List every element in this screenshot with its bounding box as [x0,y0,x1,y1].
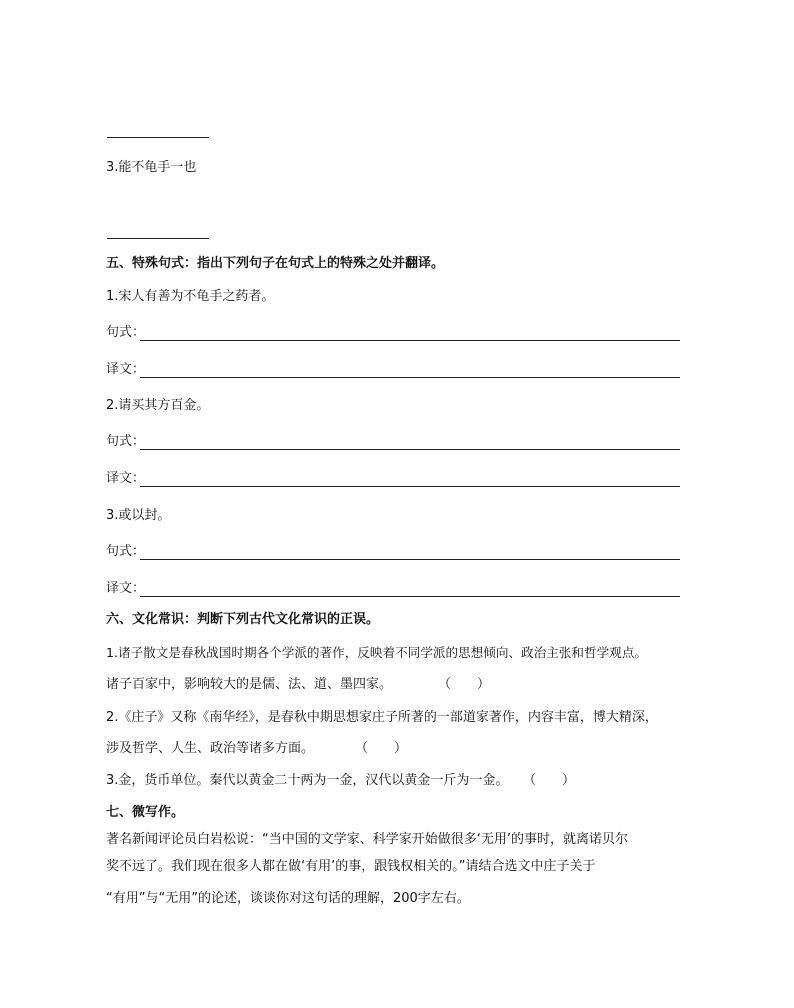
answer-bracket[interactable]: （ ） [438,677,491,692]
answer-line[interactable] [140,486,680,487]
answer-line[interactable] [140,377,680,378]
answer-line [107,238,209,239]
answer-bracket[interactable]: （ ） [523,773,576,788]
answer-bracket[interactable]: （ ） [355,741,408,756]
answer-line[interactable] [140,340,680,341]
question-item: 3.或以封。 [106,508,171,523]
paragraph-line: 著名新闻评论员白岩松说：“当中国的文学家、科学家开始做很多‘无用’的事时，就离诺贝尔 [106,832,629,847]
answer-line[interactable] [140,559,680,560]
section-heading: 六、文化常识：判断下列古代文化常识的正误。 [106,612,380,627]
question-item: 涉及哲学、人生、政治等诸多方面。 [106,741,315,756]
paragraph-line: “有用”与“无用”的论述，谈谈你对这句话的理解，200字左右。 [106,891,470,906]
answer-row[interactable] [106,324,680,342]
question-item: 2.《庄子》又称《南华经》，是春秋中期思想家庄子所著的一部道家著作，内容丰富，博大精深， [106,710,658,725]
question-item: 3.能不龟手一也 [106,160,197,175]
question-item: 诸子百家中，影响较大的是儒、法、道、墨四家。 [106,677,393,692]
answer-row[interactable] [106,433,680,451]
paragraph-line: 奖不远了。我们现在很多人都在做‘有用’的事，跟钱权相关的。”请结合选文中庄子关于 [106,859,596,874]
answer-row[interactable] [106,580,680,598]
answer-line[interactable] [140,596,680,597]
question-item: 3.金，货币单位。秦代以黄金二十两为一金，汉代以黄金一斤为一金。 [106,773,509,788]
field-label: 句式： [106,325,146,340]
question-item: 1.宋人有善为不龟手之药者。 [106,289,275,304]
field-label: 译文： [106,362,146,377]
answer-row[interactable] [106,470,680,488]
answer-row[interactable] [106,543,680,561]
field-label: 译文： [106,471,146,486]
field-label: 译文： [106,581,146,596]
answer-line [107,137,209,138]
section-heading: 五、特殊句式：指出下列句子在句式上的特殊之处并翻译。 [106,256,445,271]
question-item: 1.诸子散文是春秋战国时期各个学派的著作，反映着不同学派的思想倾向、政治主张和哲学观点。 [106,645,647,660]
question-item: 2.请买其方百金。 [106,398,210,413]
section-heading: 七、微写作。 [106,805,185,820]
field-label: 句式： [106,544,146,559]
field-label: 句式： [106,434,146,449]
answer-row[interactable] [106,361,680,379]
answer-line[interactable] [140,449,680,450]
